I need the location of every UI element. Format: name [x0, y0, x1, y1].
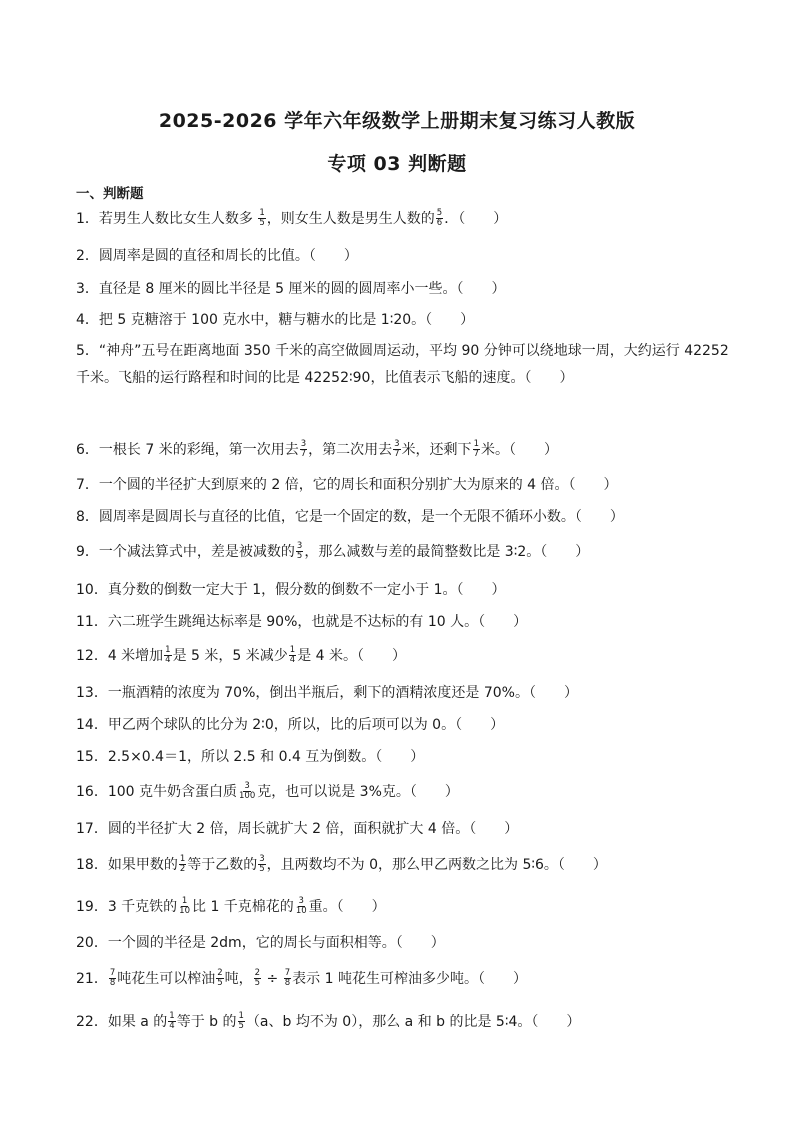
question-4: 4．把 5 克糖溶于 100 克水中，糖与糖水的比是 1∶20。（ ）	[76, 312, 475, 328]
question-10: 10．真分数的倒数一定大于 1，假分数的倒数不一定小于 1。（ ）	[76, 582, 506, 598]
fraction: $\frac{3}{100}$	[239, 780, 256, 801]
question-3: 3．直径是 8 厘米的圆比半径是 5 厘米的圆的圆周率小一些。（ ）	[76, 281, 506, 297]
page-title: 2025-2026 学年六年级数学上册期末复习练习人教版	[158, 110, 636, 132]
question-17: 17．圆的半径扩大 2 倍，周长就扩大 2 倍，面积就扩大 4 倍。（ ）	[76, 821, 519, 837]
question-9: 9．一个减法算式中，差是被减数的 $\frac{3}{5}$ ，那么减数与差的最简整数比是 3∶2。（ ）	[76, 540, 590, 561]
fraction: $\frac{7}{8}$	[284, 967, 291, 988]
fraction: $\frac{1}{5}$	[238, 1010, 244, 1031]
fraction: $\frac{5}{6}$	[436, 207, 443, 228]
fraction: $\frac{1}{7}$	[473, 438, 479, 459]
question-5: 5．“神舟”五号在距离地面 350 千米的高空做圆周运动，平均 90 分钟可以绕地球一周，大约运行 42252 千米。飞船的运行路程和时间的比是 42252∶90，比值表示飞船的速度。（ ）	[76, 343, 729, 386]
fraction: $\frac{3}{10}$	[295, 895, 307, 916]
question-6: 6．一根长 7 米的彩绳，第一次用去 $\frac{3}{7}$ ，第二次用去 $\frac{3}{7}$ 米，还剩下 $\frac{1}{7}$ 米。（ ）	[76, 438, 558, 459]
page-subtitle: 专项 03 判断题	[327, 153, 467, 175]
question-19: 19．3 千克铁的 $\frac{1}{10}$ 比 1 千克棉花的 $\frac{3}{10}$ 重。（ ）	[76, 895, 386, 916]
question-13: 13．一瓶酒精的浓度为 70%，倒出半瓶后，剩下的酒精浓度还是 70%。（ ）	[76, 685, 578, 701]
fraction: $\frac{2}{5}$	[217, 967, 223, 988]
section-heading: 一、判断题	[76, 186, 144, 202]
fraction: $\frac{1}{10}$	[179, 895, 190, 916]
question-18: 18．如果甲数的 $\frac{1}{2}$ 等于乙数的 $\frac{3}{5}$ ，且两数均不为 0，那么甲乙两数之比为 5∶6。（ ）	[76, 853, 607, 874]
fraction: $\frac{1}{5}$	[259, 207, 265, 228]
question-8: 8．圆周率是圆周长与直径的比值，它是一个固定的数，是一个无限不循环小数。（ ）	[76, 509, 624, 525]
question-15: 15．2.5×0.4＝1，所以 2.5 和 0.4 互为倒数。（ ）	[76, 749, 425, 765]
question-14: 14．甲乙两个球队的比分为 2∶0，所以，比的后项可以为 0。（ ）	[76, 717, 505, 733]
question-2: 2．圆周率是圆的直径和周长的比值。（ ）	[76, 248, 358, 264]
question-16: 16．100 克牛奶含蛋白质 $\frac{3}{100}$ 克，也可以说是 3%克。（ ）	[76, 780, 459, 801]
question-12: 12．4 米增加 $\frac{1}{4}$ 是 5 米，5 米减少 $\frac{1}{4}$ 是 4 米。（ ）	[76, 644, 406, 665]
fraction: $\frac{1}{4}$	[169, 1010, 175, 1031]
fraction: $\frac{1}{2}$	[179, 853, 186, 874]
question-20: 20．一个圆的半径是 2dm，它的周长与面积相等。（ ）	[76, 935, 445, 951]
question-1: 1．若男生人数比女生人数多 $\frac{1}{5}$ ，则女生人数是男生人数的 $\frac{5}{6}$ ．（ ）	[76, 207, 508, 228]
fraction: $\frac{2}{5}$	[254, 967, 261, 988]
fraction: $\frac{1}{4}$	[165, 644, 171, 665]
fraction: $\frac{7}{8}$	[109, 967, 116, 988]
fraction: $\frac{3}{5}$	[296, 540, 303, 561]
question-21: 21． $\frac{7}{8}$ 吨花生可以榨油 $\frac{2}{5}$ 吨， $\frac{2}{5}$ ÷ $\frac{7}{8}$ 表示 1 吨花生可榨油多少吨。（ ）	[76, 967, 527, 988]
fraction: $\frac{3}{5}$	[259, 853, 265, 874]
fraction: $\frac{3}{7}$	[394, 438, 400, 459]
fraction: $\frac{3}{7}$	[300, 438, 307, 459]
fraction: $\frac{1}{4}$	[289, 644, 296, 665]
question-22: 22．如果 a 的 $\frac{1}{4}$ 等于 b 的 $\frac{1}{5}$ （a、b 均不为 0），那么 a 和 b 的比是 5∶4。（ ）	[76, 1010, 581, 1031]
question-11: 11．六二班学生跳绳达标率是 90%，也就是不达标的有 10 人。（ ）	[76, 614, 528, 630]
question-7: 7．一个圆的半径扩大到原来的 2 倍，它的周长和面积分别扩大为原来的 4 倍。（ ）	[76, 477, 618, 493]
